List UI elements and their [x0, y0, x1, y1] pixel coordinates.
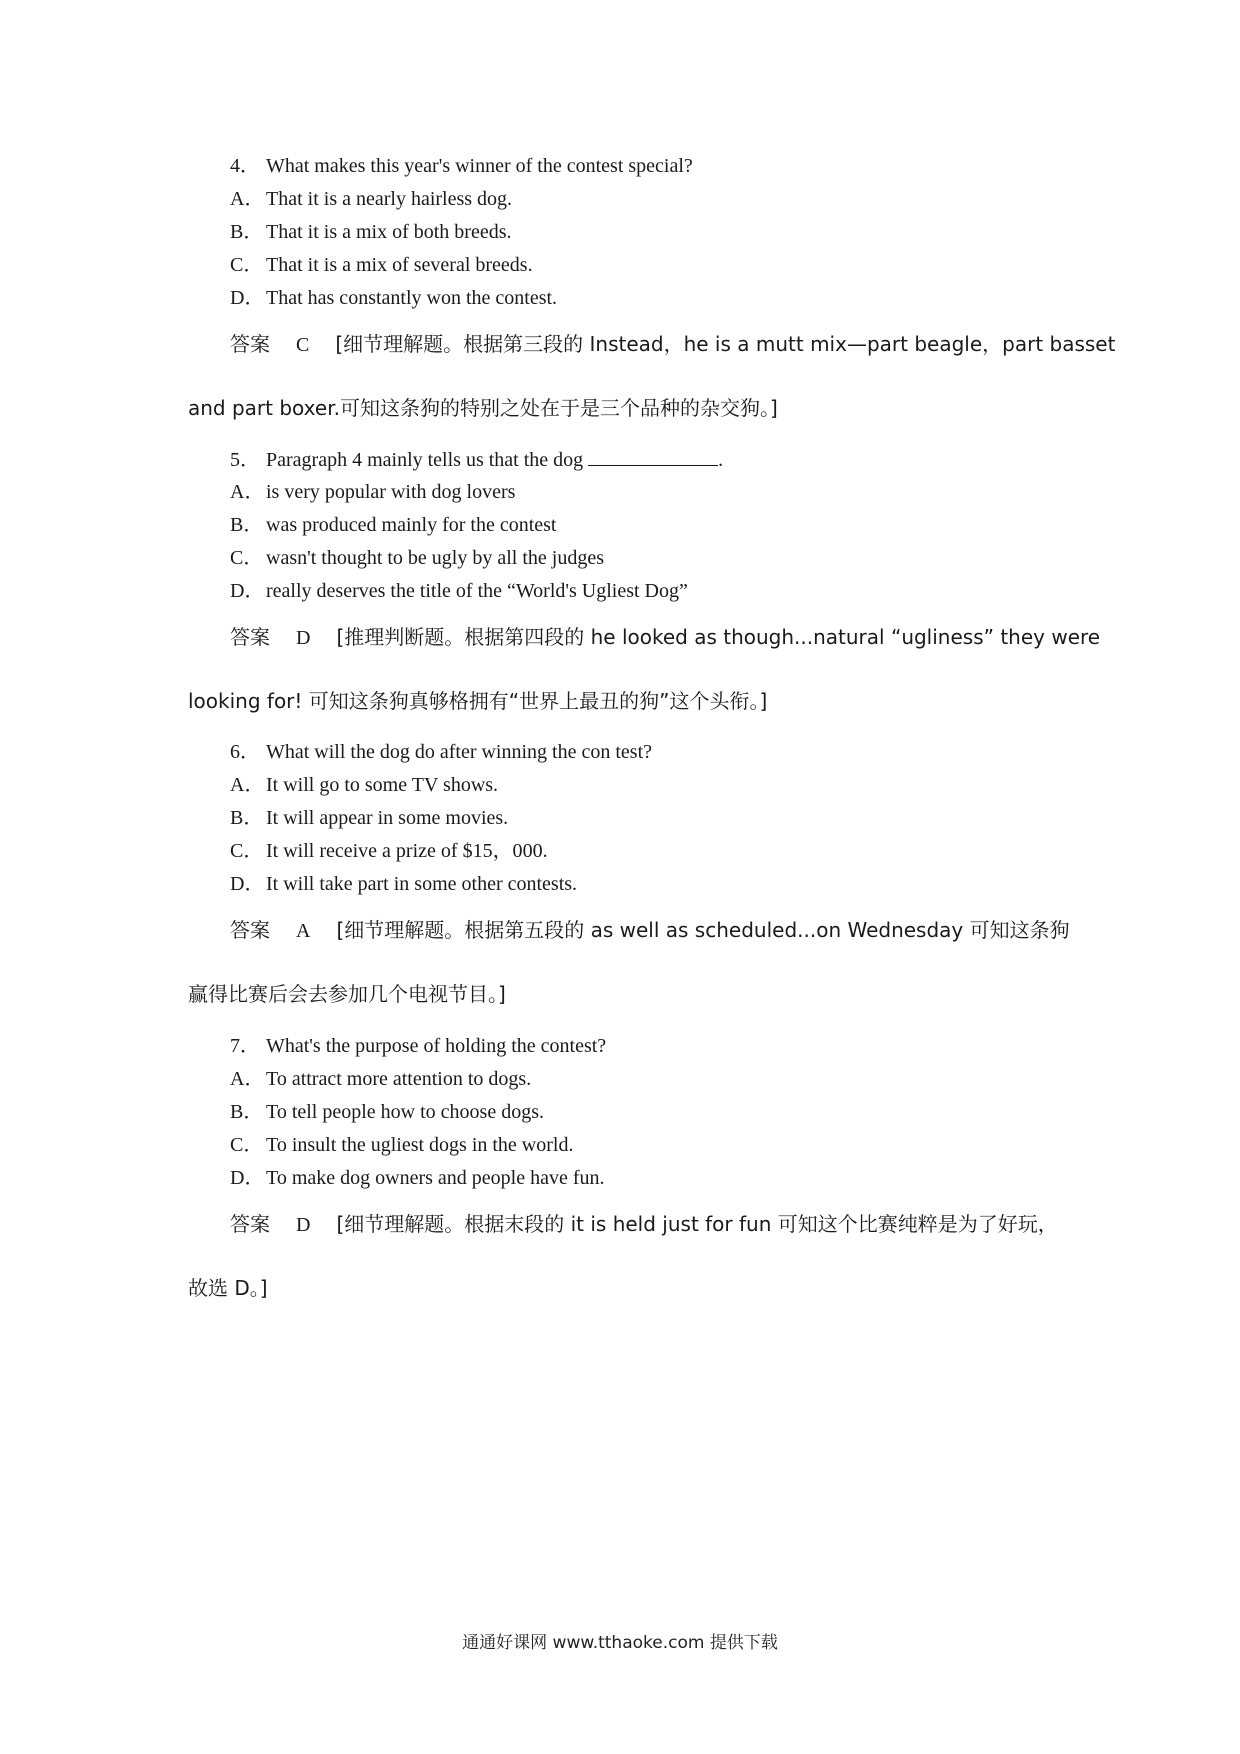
option-letter: D． [230, 873, 265, 895]
option-letter: A． [230, 774, 265, 796]
option-a [230, 476, 1070, 509]
question-5 [230, 443, 1070, 608]
answer-label: 答案 [230, 332, 270, 356]
option-c [230, 542, 1070, 575]
option-c [230, 249, 1070, 282]
answer-6 [188, 912, 1068, 1012]
question-7 [230, 1030, 1070, 1195]
option-c [230, 835, 1070, 868]
question-text-end: . [718, 449, 724, 471]
option-letter: C． [230, 840, 264, 862]
question-number: 4． [230, 155, 260, 177]
question-number: 7． [230, 1035, 260, 1057]
answer-5 [188, 619, 1101, 719]
option-letter: D． [230, 580, 265, 602]
answer-label: 答案 [230, 1212, 270, 1236]
option-letter: D． [230, 1167, 265, 1189]
download-footer: 通通好课网 www.tthaoke.com 提供下载 [462, 1633, 778, 1653]
answer-explanation-continued: looking for! 可知这条狗真够格拥有“世界上最丑的狗”这个头衔。] [188, 689, 768, 713]
option-letter: B． [230, 221, 264, 243]
answer-letter: D [296, 627, 311, 649]
option-text: It will go to some TV shows. [266, 774, 499, 796]
answer-label: 答案 [230, 625, 270, 649]
option-b [230, 216, 1070, 249]
option-b [230, 802, 1070, 835]
answer-explanation: [细节理解题。根据末段的 it is held just for fun 可知这个比赛纯粹是为了好玩， [336, 1212, 1058, 1236]
answer-line [188, 619, 1101, 655]
option-d [230, 282, 1070, 315]
question-text: What's the purpose of holding the contest? [266, 1035, 607, 1057]
option-a [230, 1063, 1070, 1096]
answer-letter: A [296, 920, 311, 942]
option-text: That has constantly won the contest. [266, 287, 558, 309]
answer-line [188, 1206, 1068, 1242]
question-stem [230, 1030, 1070, 1063]
option-c [230, 1129, 1070, 1162]
option-text: It will appear in some movies. [266, 807, 509, 829]
option-text: really deserves the title of the “World's Ugliest Dog” [266, 580, 688, 602]
option-d [230, 1162, 1070, 1195]
question-4 [230, 150, 1070, 315]
answer-line [188, 326, 1116, 362]
option-text: To tell people how to choose dogs. [266, 1101, 544, 1123]
answer-explanation: [细节理解题。根据第五段的 as well as scheduled...on Wednesday 可知这条狗 [336, 918, 1070, 942]
question-6 [230, 736, 1070, 901]
option-text: That it is a mix of both breeds. [266, 221, 512, 243]
option-text: is very popular with dog lovers [266, 481, 516, 503]
answer-letter: D [296, 1214, 311, 1236]
answer-letter: C [296, 334, 310, 356]
option-text: That it is a mix of several breeds. [266, 254, 533, 276]
option-b [230, 1096, 1070, 1129]
option-a [230, 183, 1070, 216]
option-letter: B． [230, 807, 264, 829]
option-letter: C． [230, 254, 264, 276]
answer-explanation-continued: 故选 D。] [188, 1276, 268, 1300]
question-stem [230, 150, 1070, 183]
option-text: wasn't thought to be ugly by all the judges [266, 547, 605, 569]
answer-explanation: [细节理解题。根据第三段的 Instead，he is a mutt mix—part beagle，part basset [335, 332, 1116, 356]
option-letter: A． [230, 481, 265, 503]
answer-4 [188, 326, 1116, 426]
answer-line [188, 912, 1068, 948]
option-d [230, 575, 1070, 608]
option-text: was produced mainly for the contest [266, 514, 557, 536]
answer-explanation: [推理判断题。根据第四段的 he looked as though...natural “ugliness” they were [336, 625, 1101, 649]
option-text: To attract more attention to dogs. [266, 1068, 532, 1090]
answer-blank [588, 443, 718, 466]
option-text: It will receive a prize of $15，000. [266, 840, 548, 862]
question-number: 6． [230, 741, 260, 763]
option-letter: A． [230, 188, 265, 210]
answer-explanation-continued: and part boxer.可知这条狗的特别之处在于是三个品种的杂交狗。] [188, 396, 778, 420]
answer-label: 答案 [230, 918, 270, 942]
option-letter: C． [230, 547, 264, 569]
question-stem [230, 736, 1070, 769]
option-letter: C． [230, 1134, 264, 1156]
option-letter: B． [230, 514, 264, 536]
question-text: What will the dog do after winning the con test? [266, 741, 653, 763]
option-a [230, 769, 1070, 802]
answer-explanation-continued: 赢得比赛后会去参加几个电视节目。] [188, 982, 506, 1006]
option-d [230, 868, 1070, 901]
question-text: Paragraph 4 mainly tells us that the dog [266, 449, 589, 471]
question-stem [230, 443, 1070, 476]
question-text: What makes this year's winner of the contest special? [266, 155, 693, 177]
option-text: To make dog owners and people have fun. [266, 1167, 605, 1189]
option-letter: A． [230, 1068, 265, 1090]
option-text: It will take part in some other contests. [266, 873, 578, 895]
option-b [230, 509, 1070, 542]
question-number: 5． [230, 449, 260, 471]
option-letter: D． [230, 287, 265, 309]
option-text: To insult the ugliest dogs in the world. [266, 1134, 574, 1156]
option-text: That it is a nearly hairless dog. [266, 188, 513, 210]
option-letter: B． [230, 1101, 264, 1123]
answer-7 [188, 1206, 1068, 1306]
